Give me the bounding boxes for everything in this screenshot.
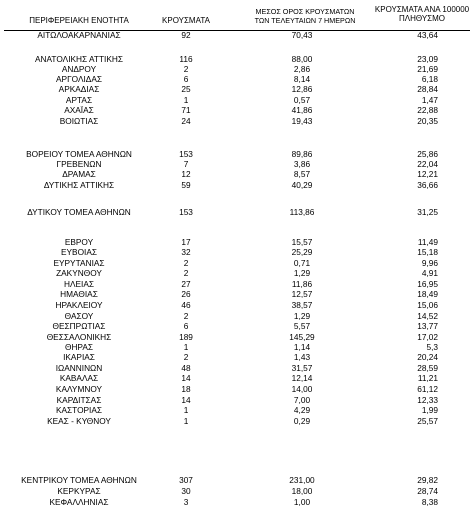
cell-avg: 19,43 (291, 116, 313, 126)
cell-avg: 88,00 (291, 54, 313, 64)
cell-cases: 3 (183, 497, 189, 507)
cell-cases: 2 (183, 258, 189, 268)
cell-cases: 1 (183, 416, 189, 426)
table-row (0, 289, 474, 299)
cell-avg: 8,14 (293, 74, 311, 84)
cell-per-100k: 8,38 (421, 497, 438, 507)
cell-per-100k: 22,04 (417, 159, 438, 169)
cell-cases: 32 (181, 247, 191, 257)
cell-avg: 5,57 (293, 321, 311, 331)
cell-unit: ΚΕΡΚΥΡΑΣ (57, 486, 101, 496)
cell-avg: 12,86 (291, 84, 313, 94)
cell-per-100k: 11,21 (417, 373, 438, 383)
cell-cases: 26 (181, 289, 191, 299)
table-row (0, 159, 474, 169)
cell-per-100k: 6,18 (421, 74, 438, 84)
cell-cases: 2 (183, 311, 189, 321)
table-row (0, 384, 474, 394)
cell-unit: ΑΧΑΪΑΣ (64, 105, 94, 115)
cell-unit: ΕΥΒΟΙΑΣ (60, 247, 98, 257)
table-row (0, 405, 474, 415)
cell-avg: 1,14 (293, 342, 311, 352)
cell-per-100k: 15,18 (417, 247, 438, 257)
cell-per-100k: 20,35 (417, 116, 438, 126)
cell-unit: ΚΕΦΑΛΛΗΝΙΑΣ (49, 497, 109, 507)
cell-per-100k: 36,66 (417, 180, 438, 190)
table-row (0, 180, 474, 190)
cell-per-100k: 28,84 (417, 84, 438, 94)
table-row (0, 475, 474, 485)
table-row (0, 95, 474, 105)
cell-unit: ΚΕΝΤΡΙΚΟΥ ΤΟΜΕΑ ΑΘΗΝΩΝ (21, 475, 137, 485)
cell-cases: 48 (181, 363, 191, 373)
cell-per-100k: 28,59 (417, 363, 438, 373)
cell-cases: 2 (183, 352, 189, 362)
cell-unit: ΒΟΙΩΤΙΑΣ (59, 116, 99, 126)
cell-unit: ΖΑΚΥΝΘΟΥ (56, 268, 102, 278)
table-row (0, 311, 474, 321)
cell-per-100k: 1,99 (421, 405, 438, 415)
table-row (0, 352, 474, 362)
cell-avg: 8,57 (293, 169, 311, 179)
cell-avg: 7,00 (293, 395, 311, 405)
cell-avg: 89,86 (291, 149, 313, 159)
cell-avg: 231,00 (289, 475, 315, 485)
table-row (0, 342, 474, 352)
cell-unit: ΑΝΔΡΟΥ (61, 64, 97, 74)
table-row (0, 373, 474, 383)
cell-unit: ΗΛΕΙΑΣ (63, 279, 95, 289)
cell-unit: ΒΟΡΕΙΟΥ ΤΟΜΕΑ ΑΘΗΝΩΝ (26, 149, 132, 159)
header-cases: ΚΡΟΥΣΜΑΤΑ (162, 16, 210, 25)
cell-unit: ΚΑΒΑΛΑΣ (59, 373, 99, 383)
cell-unit: ΚΕΑΣ - ΚΥΘΝΟΥ (47, 416, 111, 426)
cell-unit: ΕΒΡΟΥ (64, 237, 94, 247)
table-row (0, 247, 474, 257)
cell-cases: 2 (183, 64, 189, 74)
cell-unit: ΘΕΣΠΡΩΤΙΑΣ (52, 321, 106, 331)
cell-cases: 6 (183, 321, 189, 331)
cell-per-100k: 4,91 (421, 268, 438, 278)
cell-unit: ΙΩΑΝΝΙΝΩΝ (55, 363, 103, 373)
table-row (0, 237, 474, 247)
cell-per-100k: 21,69 (417, 64, 438, 74)
header-avg-line2: ΤΩΝ ΤΕΛΕΥΤΑΙΩΝ 7 ΗΜΕΡΩΝ (254, 16, 356, 25)
cell-unit: ΓΡΕΒΕΝΩΝ (56, 159, 102, 169)
table-row (0, 54, 474, 64)
table-row (0, 105, 474, 115)
cell-avg: 40,29 (291, 180, 313, 190)
cell-per-100k: 12,33 (417, 395, 438, 405)
table-row (0, 149, 474, 159)
cell-per-100k: 18,49 (417, 289, 438, 299)
table-row (0, 332, 474, 342)
table-row (0, 363, 474, 373)
cell-cases: 2 (183, 268, 189, 278)
table-header (0, 2, 474, 30)
cell-per-100k: 31,25 (417, 207, 438, 217)
table-row (0, 497, 474, 507)
header-per-line2: ΠΛΗΘΥΣΜΟ (398, 14, 446, 23)
header-per-100k (362, 5, 474, 23)
header-unit: ΠΕΡΙΦΕΡΕΙΑΚΗ ΕΝΟΤΗΤΑ (29, 16, 129, 25)
table-row (0, 30, 474, 40)
cell-per-100k: 43,64 (417, 30, 438, 40)
cell-cases: 153 (179, 149, 193, 159)
cell-cases: 307 (179, 475, 193, 485)
cell-cases: 46 (181, 300, 191, 310)
cell-unit: ΘΑΣΟΥ (64, 311, 94, 321)
table-row (0, 207, 474, 217)
cell-avg: 0,71 (293, 258, 311, 268)
cell-unit: ΘΕΣΣΑΛΟΝΙΚΗΣ (46, 332, 112, 342)
cell-avg: 113,86 (289, 207, 315, 217)
cell-cases: 17 (181, 237, 191, 247)
cell-cases: 1 (183, 95, 189, 105)
cell-per-100k: 17,02 (417, 332, 438, 342)
cell-cases: 14 (181, 395, 191, 405)
cell-avg: 2,86 (293, 64, 311, 74)
cell-avg: 25,29 (291, 247, 313, 257)
table-row (0, 416, 474, 426)
cell-per-100k: 23,09 (417, 54, 438, 64)
header-avg (236, 7, 374, 25)
table-row (0, 258, 474, 268)
cell-unit: ΔΡΑΜΑΣ (62, 169, 96, 179)
cell-avg: 0,57 (293, 95, 311, 105)
table-row (0, 486, 474, 496)
cell-per-100k: 12,21 (417, 169, 438, 179)
cell-per-100k: 5,3 (426, 342, 438, 352)
cell-unit: ΑΝΑΤΟΛΙΚΗΣ ΑΤΤΙΚΗΣ (34, 54, 124, 64)
cell-cases: 18 (181, 384, 191, 394)
cell-avg: 18,00 (291, 486, 313, 496)
cell-unit: ΔΥΤΙΚΗΣ ΑΤΤΙΚΗΣ (43, 180, 115, 190)
cell-unit: ΑΡΤΑΣ (65, 95, 93, 105)
cell-per-100k: 25,57 (417, 416, 438, 426)
cell-cases: 92 (181, 30, 191, 40)
cell-cases: 12 (181, 169, 191, 179)
cell-avg: 31,57 (291, 363, 313, 373)
cell-unit: ΑΙΤΩΛΟΑΚΑΡΝΑΝΙΑΣ (37, 30, 121, 40)
cell-avg: 4,29 (293, 405, 311, 415)
cell-avg: 12,14 (291, 373, 313, 383)
cell-per-100k: 13,77 (417, 321, 438, 331)
table-row (0, 321, 474, 331)
table-row (0, 300, 474, 310)
cell-per-100k: 61,12 (417, 384, 438, 394)
cell-avg: 11,86 (291, 279, 313, 289)
cell-avg: 145,29 (289, 332, 315, 342)
cell-per-100k: 15,06 (417, 300, 438, 310)
cell-cases: 116 (179, 54, 193, 64)
table-row (0, 84, 474, 94)
table-row (0, 169, 474, 179)
cell-cases: 1 (183, 342, 189, 352)
cell-cases: 71 (181, 105, 191, 115)
cell-avg: 1,29 (293, 268, 311, 278)
cell-cases: 27 (181, 279, 191, 289)
table-row (0, 74, 474, 84)
cell-per-100k: 25,86 (417, 149, 438, 159)
cell-avg: 1,00 (293, 497, 311, 507)
cell-unit: ΕΥΡΥΤΑΝΙΑΣ (53, 258, 105, 268)
table-row (0, 279, 474, 289)
cell-per-100k: 1,47 (421, 95, 438, 105)
cell-per-100k: 11,49 (417, 237, 438, 247)
cell-avg: 41,86 (291, 105, 313, 115)
cell-avg: 1,29 (293, 311, 311, 321)
cell-cases: 30 (181, 486, 191, 496)
cell-cases: 189 (179, 332, 193, 342)
cell-unit: ΚΑΣΤΟΡΙΑΣ (55, 405, 103, 415)
header-avg-line1: ΜΕΣΟΣ ΟΡΟΣ ΚΡΟΥΣΜΑΤΩΝ (255, 7, 355, 16)
cell-cases: 25 (181, 84, 191, 94)
cell-avg: 3,86 (293, 159, 311, 169)
cell-avg: 12,57 (291, 289, 313, 299)
cell-per-100k: 14,52 (417, 311, 438, 321)
cell-cases: 14 (181, 373, 191, 383)
table-row (0, 64, 474, 74)
cell-cases: 59 (181, 180, 191, 190)
cell-cases: 153 (179, 207, 193, 217)
cell-unit: ΙΚΑΡΙΑΣ (63, 352, 95, 362)
cell-unit: ΗΡΑΚΛΕΙΟΥ (55, 300, 103, 310)
cell-per-100k: 16,95 (417, 279, 438, 289)
cell-per-100k: 28,74 (417, 486, 438, 496)
cell-unit: ΘΗΡΑΣ (64, 342, 94, 352)
cell-avg: 14,00 (291, 384, 313, 394)
cell-unit: ΑΡΓΟΛΙΔΑΣ (56, 74, 102, 84)
cell-avg: 1,43 (293, 352, 311, 362)
cell-cases: 24 (181, 116, 191, 126)
cell-per-100k: 9,96 (421, 258, 438, 268)
cell-unit: ΚΑΡΔΙΤΣΑΣ (56, 395, 102, 405)
header-per-line1: ΚΡΟΥΣΜΑΤΑ ΑΝΑ 100000 (374, 5, 470, 14)
table-row (0, 395, 474, 405)
cell-unit: ΗΜΑΘΙΑΣ (60, 289, 98, 299)
cell-per-100k: 20,24 (417, 352, 438, 362)
cell-per-100k: 22,88 (417, 105, 438, 115)
table-row (0, 116, 474, 126)
cell-avg: 38,57 (291, 300, 313, 310)
cell-unit: ΚΑΛΥΜΝΟΥ (55, 384, 103, 394)
cell-per-100k: 29,82 (417, 475, 438, 485)
cell-avg: 15,57 (291, 237, 313, 247)
cell-cases: 7 (183, 159, 189, 169)
table-row (0, 268, 474, 278)
cell-avg: 0,29 (293, 416, 311, 426)
cell-avg: 70,43 (291, 30, 313, 40)
cell-cases: 1 (183, 405, 189, 415)
cell-unit: ΑΡΚΑΔΙΑΣ (58, 84, 100, 94)
cell-cases: 6 (183, 74, 189, 84)
cell-unit: ΔΥΤΙΚΟΥ ΤΟΜΕΑ ΑΘΗΝΩΝ (27, 207, 131, 217)
